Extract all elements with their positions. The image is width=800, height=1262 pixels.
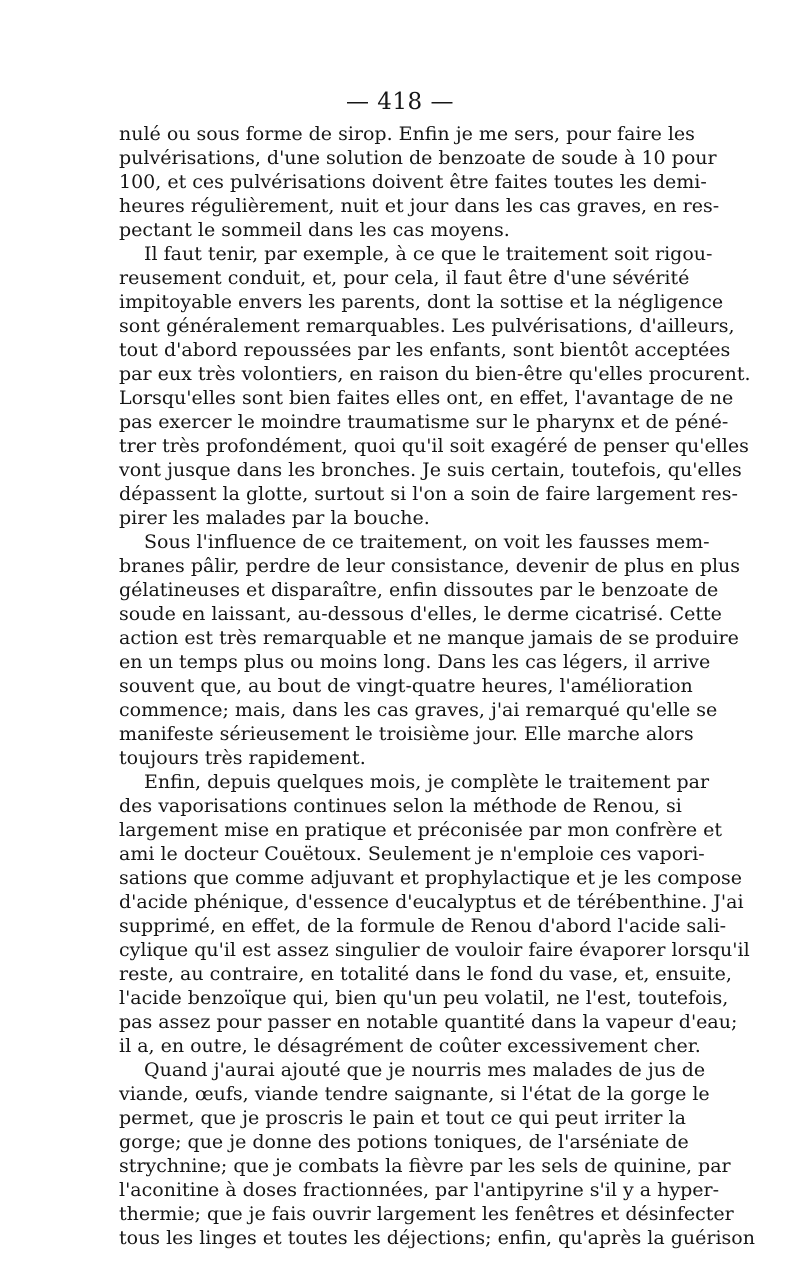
text-line: Sous l'influence de ce traitement, on voit les fausses mem-	[144, 531, 710, 553]
text-line: branes pâlir, perdre de leur consistance, devenir de plus en plus	[119, 555, 741, 577]
text-line: par eux très volontiers, en raison du bien-être qu'elles procurent.	[119, 363, 751, 385]
text-line: nulé ou sous forme de sirop. Enfin je me sers, pour faire les	[119, 123, 695, 145]
text-line: Quand j'aurai ajouté que je nourris mes malades de jus de	[144, 1059, 706, 1081]
text-line: manifeste sérieusement le troisième jour. Elle marche alors	[119, 723, 694, 745]
text-line: permet, que je proscris le pain et tout ce qui peut irriter la	[119, 1107, 686, 1129]
text-line: des vaporisations continues selon la méthode de Renou, si	[119, 795, 682, 817]
text-line: reste, au contraire, en totalité dans le fond du vase, et, ensuite,	[119, 963, 732, 985]
text-line: largement mise en pratique et préconisée par mon confrère et	[119, 819, 723, 841]
text-line: l'acide benzoïque qui, bien qu'un peu volatil, ne l'est, toutefois,	[119, 987, 729, 1009]
text-line: sont généralement remarquables. Les pulvérisations, d'ailleurs,	[119, 315, 735, 337]
text-line: gorge; que je donne des potions toniques, de l'arséniate de	[119, 1131, 689, 1153]
text-line: pulvérisations, d'une solution de benzoate de soude à 10 pour	[119, 147, 717, 169]
text-line: thermie; que je fais ouvrir largement les fenêtres et désinfecter	[119, 1203, 734, 1225]
text-line: heures régulièrement, nuit et jour dans les cas graves, en res-	[119, 195, 720, 217]
page-number: — 418 —	[345, 89, 455, 115]
text-line: l'aconitine à doses fractionnées, par l'antipyrine s'il y a hyper-	[119, 1179, 719, 1201]
text-line: 100, et ces pulvérisations doivent être faites toutes les demi-	[119, 171, 707, 193]
text-line: strychnine; que je combats la fièvre par les sels de quinine, par	[119, 1155, 731, 1177]
text-line: d'acide phénique, d'essence d'eucalyptus et de térébenthine. J'ai	[119, 891, 744, 913]
text-line: vont jusque dans les bronches. Je suis certain, toutefois, qu'elles	[119, 459, 742, 481]
text-line: trer très profondément, quoi qu'il soit exagéré de penser qu'elles	[119, 435, 749, 457]
text-line: pectant le sommeil dans les cas moyens.	[119, 219, 510, 241]
text-line: pas exercer le moindre traumatisme sur le pharynx et de péné-	[119, 411, 729, 433]
text-line: impitoyable envers les parents, dont la sottise et la négligence	[119, 291, 724, 313]
text-line: Il faut tenir, par exemple, à ce que le traitement soit rigou-	[144, 243, 713, 265]
text-line: commence; mais, dans les cas graves, j'ai remarqué qu'elle se	[119, 699, 718, 721]
text-line: reusement conduit, et, pour cela, il faut être d'une sévérité	[119, 267, 690, 289]
text-line: cylique qu'il est assez singulier de vouloir faire évaporer lorsqu'il	[119, 939, 750, 961]
text-line: tout d'abord repoussées par les enfants, sont bientôt acceptées	[119, 339, 731, 361]
text-line: il a, en outre, le désagrément de coûter excessivement cher.	[119, 1035, 701, 1057]
text-line: action est très remarquable et ne manque jamais de se produire	[119, 627, 739, 649]
text-line: dépassent la glotte, surtout si l'on a soin de faire largement res-	[119, 483, 738, 505]
text-line: supprimé, en effet, de la formule de Renou d'abord l'acide sali-	[119, 915, 727, 937]
text-line: en un temps plus ou moins long. Dans les cas légers, il arrive	[119, 651, 711, 673]
body-text	[119, 122, 755, 1250]
text-line: souvent que, au bout de vingt-quatre heures, l'amélioration	[119, 675, 693, 697]
text-line: Lorsqu'elles sont bien faites elles ont, en effet, l'avantage de ne	[119, 387, 734, 409]
text-line: sations que comme adjuvant et prophylactique et je les compose	[119, 867, 743, 889]
text-line: tous les linges et toutes les déjections; enfin, qu'après la guérison	[119, 1227, 755, 1249]
text-line: pirer les malades par la bouche.	[119, 507, 430, 529]
text-line: viande, œufs, viande tendre saignante, si l'état de la gorge le	[119, 1083, 710, 1105]
text-line: gélatineuses et disparaître, enfin dissoutes par le benzoate de	[119, 579, 719, 601]
text-line: pas assez pour passer en notable quantité dans la vapeur d'eau;	[119, 1011, 738, 1033]
text-line: soude en laissant, au-dessous d'elles, le derme cicatrisé. Cette	[119, 603, 722, 625]
text-line: ami le docteur Couëtoux. Seulement je n'emploie ces vapori-	[119, 843, 705, 865]
text-line: toujours très rapidement.	[119, 747, 366, 769]
text-line: Enfin, depuis quelques mois, je complète le traitement par	[144, 771, 710, 793]
